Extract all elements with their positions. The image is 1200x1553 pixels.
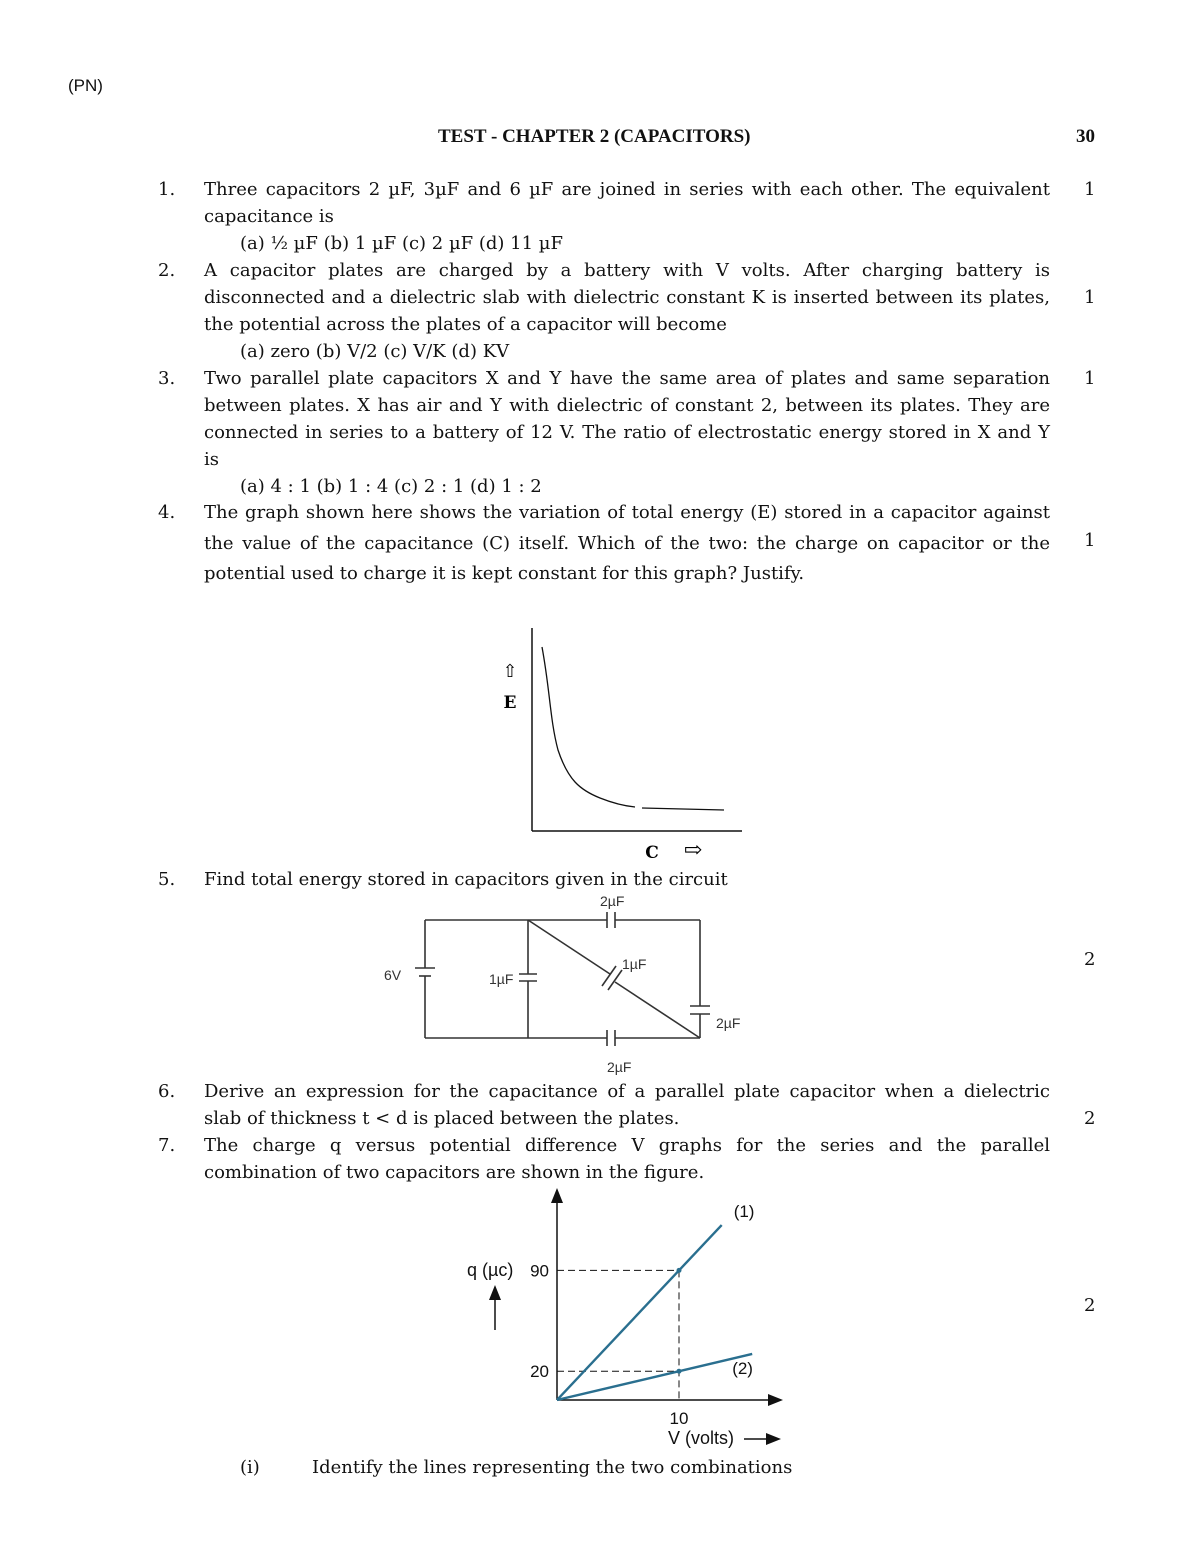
question-text-line: potential used to charge it is kept constant for this graph? Justify. <box>204 563 805 584</box>
question-text-line: connected in series to a battery of 12 V. The ratio of electrostatic energy stored in X and Y <box>204 422 1050 443</box>
question-text-line: Derive an expression for the capacitance of a parallel plate capacitor when a dielectric <box>204 1081 1050 1102</box>
question-text-line: combination of two capacitors are shown in the figure. <box>204 1162 705 1183</box>
question-number: 5. <box>158 869 176 890</box>
question-text-line: is <box>204 449 219 470</box>
y-axis-label: q (µc) <box>467 1260 514 1280</box>
question-text-line: the value of the capacitance (C) itself. Which of the two: the charge on capacitor or the <box>204 533 1050 554</box>
paper-code: (PN) <box>68 76 103 95</box>
sub-question-text: Identify the lines representing the two combinations <box>312 1457 793 1478</box>
question-text-line: Two parallel plate capacitors X and Y have the same area of plates and same separation <box>204 368 1050 389</box>
question-text-line: between plates. X has air and Y with dielectric of constant 2, between its plates. They are <box>204 395 1050 416</box>
question-options: (a) zero (b) V/2 (c) V/K (d) KV <box>240 341 510 362</box>
capacitor-circuit <box>370 890 790 1080</box>
question-marks: 1 <box>1084 287 1096 308</box>
question-marks: 1 <box>1084 368 1096 389</box>
data-point <box>677 1369 682 1374</box>
x-arrow-icon: ⇨ <box>683 838 703 863</box>
question-text-line: capacitance is <box>204 206 334 227</box>
question-number: 2. <box>158 260 176 281</box>
battery-label: 6V <box>384 967 402 983</box>
question-text-line: Find total energy stored in capacitors given in the circuit <box>204 869 728 890</box>
series-line-2 <box>557 1354 752 1400</box>
question-text-line: the potential across the plates of a capacitor will become <box>204 314 727 335</box>
diagonal-capacitor-label: 1µF <box>622 956 647 972</box>
question-text-line: A capacitor plates are charged by a battery with V volts. After charging battery is <box>204 260 1050 281</box>
page-title: TEST - CHAPTER 2 (CAPACITORS) <box>438 126 751 147</box>
total-marks: 30 <box>1076 126 1095 147</box>
question-marks: 1 <box>1084 530 1096 551</box>
question-number: 4. <box>158 502 176 523</box>
data-point <box>677 1268 682 1273</box>
energy-curve <box>542 647 635 807</box>
question-text-line: The graph shown here shows the variation of total energy (E) stored in a capacitor against <box>204 502 1050 523</box>
bottom-capacitor-label: 2µF <box>607 1059 632 1075</box>
top-capacitor-label: 2µF <box>600 893 625 909</box>
y-tick-label: 20 <box>530 1362 549 1382</box>
y-axis-label: E <box>503 693 517 713</box>
question-text-line: slab of thickness t < d is placed between the plates. <box>204 1108 680 1129</box>
left-capacitor-label: 1µF <box>489 971 514 987</box>
series-label: (1) <box>733 1202 755 1222</box>
energy-capacitance-graph <box>480 620 760 870</box>
charge-voltage-chart <box>440 1185 800 1455</box>
right-capacitor-label: 2µF <box>716 1015 741 1031</box>
x-axis-label: C <box>645 843 659 863</box>
series-label: (2) <box>732 1358 753 1378</box>
y-arrow-icon: ⇧ <box>502 661 518 682</box>
question-marks: 2 <box>1084 1108 1096 1129</box>
x-tick-label: 10 <box>669 1409 689 1428</box>
question-number: 3. <box>158 368 176 389</box>
question-text-line: disconnected and a dielectric slab with dielectric constant K is inserted between its plates, <box>204 287 1050 308</box>
question-number: 7. <box>158 1135 176 1156</box>
question-number: 6. <box>158 1081 176 1102</box>
question-marks: 1 <box>1084 179 1096 200</box>
question-text-line: The charge q versus potential difference V graphs for the series and the parallel <box>204 1135 1050 1156</box>
question-marks: 2 <box>1084 1295 1096 1316</box>
y-tick-label: 90 <box>530 1261 549 1281</box>
question-text-line: Three capacitors 2 µF, 3µF and 6 µF are joined in series with each other. The equivalent <box>204 179 1050 200</box>
question-options: (a) ½ µF (b) 1 µF (c) 2 µF (d) 11 µF <box>240 233 563 254</box>
sub-question-number: (i) <box>240 1457 260 1478</box>
energy-curve-tail <box>642 808 724 810</box>
question-number: 1. <box>158 179 176 200</box>
series-line-1 <box>557 1225 722 1400</box>
question-marks: 2 <box>1084 949 1096 970</box>
question-options: (a) 4 : 1 (b) 1 : 4 (c) 2 : 1 (d) 1 : 2 <box>240 476 542 497</box>
x-axis-label: V (volts) <box>668 1428 735 1448</box>
